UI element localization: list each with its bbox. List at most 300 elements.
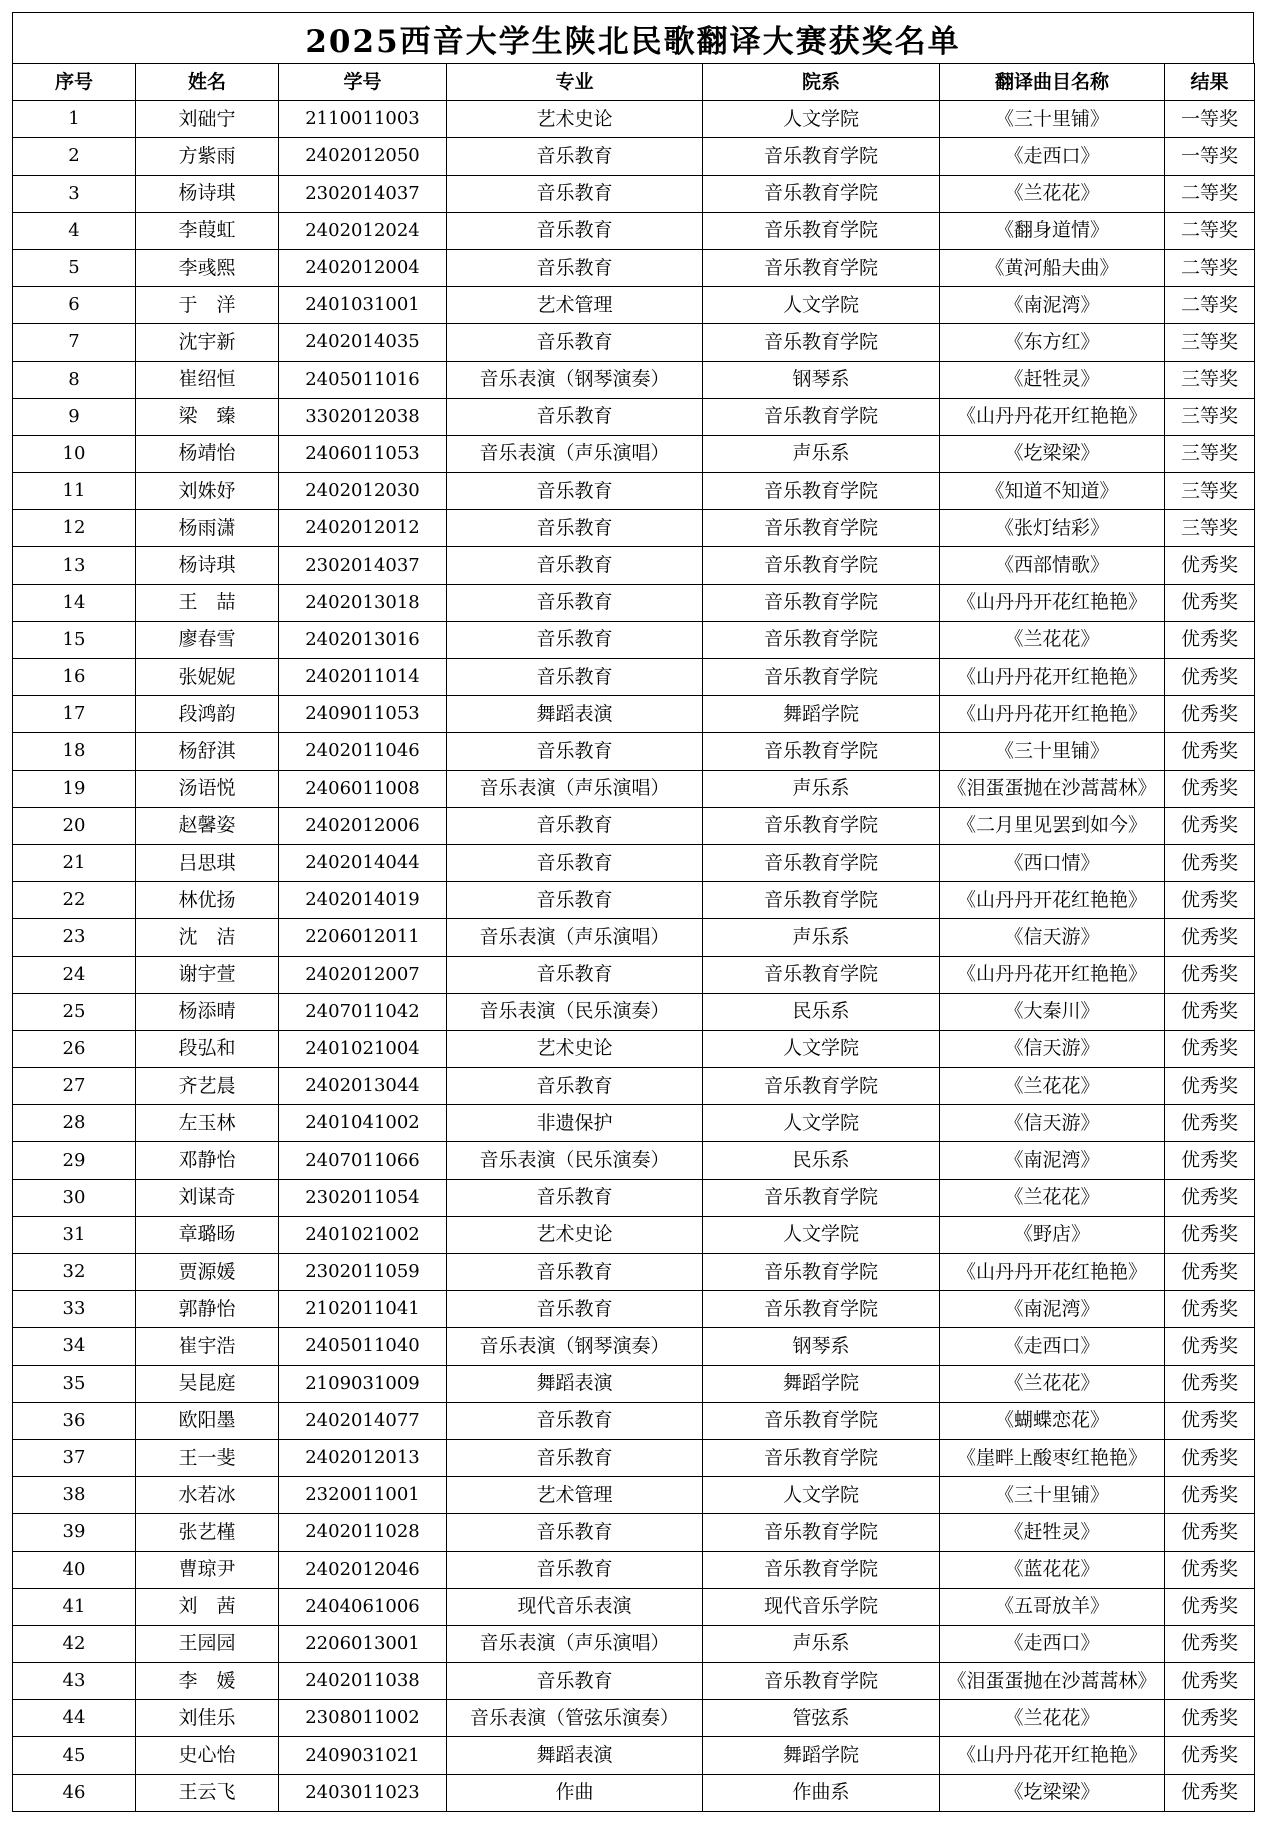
table-row xyxy=(13,101,1255,138)
table-row xyxy=(13,510,1255,547)
cell-student-id: 2405011016 xyxy=(279,361,447,398)
cell-result: 三等奖 xyxy=(1165,510,1255,547)
cell-result: 优秀奖 xyxy=(1165,1030,1255,1067)
cell-major: 艺术史论 xyxy=(447,101,703,138)
cell-song-title: 《崖畔上酸枣红艳艳》 xyxy=(940,1439,1165,1476)
cell-student-id: 2320011001 xyxy=(279,1477,447,1514)
cell-student-id: 2404061006 xyxy=(279,1588,447,1625)
cell-song-title: 《山丹丹花开红艳艳》 xyxy=(940,659,1165,696)
cell-result: 一等奖 xyxy=(1165,101,1255,138)
cell-name: 汤语悦 xyxy=(136,770,279,807)
column-header-song-title: 翻译曲目名称 xyxy=(940,64,1165,101)
table-row xyxy=(13,361,1255,398)
cell-student-id: 2401021004 xyxy=(279,1030,447,1067)
cell-student-id: 2102011041 xyxy=(279,1291,447,1328)
cell-department: 音乐教育学院 xyxy=(703,956,940,993)
table-row xyxy=(13,1105,1255,1142)
cell-index: 3 xyxy=(13,175,136,212)
cell-major: 舞蹈表演 xyxy=(447,1365,703,1402)
cell-student-id: 2402014019 xyxy=(279,882,447,919)
cell-student-id: 2401031001 xyxy=(279,287,447,324)
cell-index: 46 xyxy=(13,1774,136,1811)
cell-index: 29 xyxy=(13,1142,136,1179)
cell-major: 音乐表演（钢琴演奏） xyxy=(447,1328,703,1365)
cell-major: 音乐教育 xyxy=(447,1551,703,1588)
cell-department: 人文学院 xyxy=(703,287,940,324)
cell-index: 32 xyxy=(13,1254,136,1291)
cell-student-id: 2402013044 xyxy=(279,1068,447,1105)
cell-student-id: 2403011023 xyxy=(279,1774,447,1811)
cell-name: 段弘和 xyxy=(136,1030,279,1067)
table-row xyxy=(13,621,1255,658)
cell-department: 音乐教育学院 xyxy=(703,733,940,770)
cell-department: 音乐教育学院 xyxy=(703,882,940,919)
cell-department: 人文学院 xyxy=(703,1216,940,1253)
cell-song-title: 《山丹丹开花红艳艳》 xyxy=(940,882,1165,919)
cell-department: 音乐教育学院 xyxy=(703,249,940,286)
cell-result: 优秀奖 xyxy=(1165,733,1255,770)
cell-song-title: 《知道不知道》 xyxy=(940,473,1165,510)
cell-department: 音乐教育学院 xyxy=(703,844,940,881)
cell-student-id: 2402011028 xyxy=(279,1514,447,1551)
cell-student-id: 2402011046 xyxy=(279,733,447,770)
cell-major: 作曲 xyxy=(447,1774,703,1811)
cell-result: 优秀奖 xyxy=(1165,1179,1255,1216)
cell-index: 18 xyxy=(13,733,136,770)
cell-song-title: 《野店》 xyxy=(940,1216,1165,1253)
cell-result: 优秀奖 xyxy=(1165,1105,1255,1142)
cell-student-id: 2407011042 xyxy=(279,993,447,1030)
cell-department: 音乐教育学院 xyxy=(703,510,940,547)
cell-student-id: 2402013018 xyxy=(279,584,447,621)
cell-department: 音乐教育学院 xyxy=(703,138,940,175)
cell-student-id: 2206013001 xyxy=(279,1625,447,1662)
table-row xyxy=(13,1030,1255,1067)
cell-department: 音乐教育学院 xyxy=(703,1551,940,1588)
cell-song-title: 《信天游》 xyxy=(940,1105,1165,1142)
cell-song-title: 《南泥湾》 xyxy=(940,1291,1165,1328)
cell-major: 音乐表演（民乐演奏） xyxy=(447,993,703,1030)
cell-song-title: 《山丹丹开花红艳艳》 xyxy=(940,584,1165,621)
cell-major: 音乐教育 xyxy=(447,1068,703,1105)
table-row xyxy=(13,770,1255,807)
cell-department: 音乐教育学院 xyxy=(703,1068,940,1105)
cell-name: 邓静怡 xyxy=(136,1142,279,1179)
cell-major: 音乐表演（管弦乐演奏） xyxy=(447,1700,703,1737)
cell-student-id: 2405011040 xyxy=(279,1328,447,1365)
cell-result: 优秀奖 xyxy=(1165,1774,1255,1811)
cell-department: 音乐教育学院 xyxy=(703,473,940,510)
table-row xyxy=(13,1068,1255,1105)
cell-index: 2 xyxy=(13,138,136,175)
cell-major: 音乐教育 xyxy=(447,473,703,510)
table-row xyxy=(13,287,1255,324)
cell-result: 三等奖 xyxy=(1165,398,1255,435)
cell-name: 章璐旸 xyxy=(136,1216,279,1253)
cell-index: 36 xyxy=(13,1402,136,1439)
cell-major: 现代音乐表演 xyxy=(447,1588,703,1625)
cell-song-title: 《兰花花》 xyxy=(940,1365,1165,1402)
cell-song-title: 《五哥放羊》 xyxy=(940,1588,1165,1625)
cell-student-id: 2402012030 xyxy=(279,473,447,510)
cell-major: 音乐教育 xyxy=(447,733,703,770)
cell-major: 音乐教育 xyxy=(447,1663,703,1700)
cell-major: 音乐表演（声乐演唱） xyxy=(447,435,703,472)
cell-student-id: 2406011053 xyxy=(279,435,447,472)
cell-name: 史心怡 xyxy=(136,1737,279,1774)
cell-result: 优秀奖 xyxy=(1165,547,1255,584)
cell-song-title: 《兰花花》 xyxy=(940,1179,1165,1216)
table-row xyxy=(13,1216,1255,1253)
cell-song-title: 《南泥湾》 xyxy=(940,287,1165,324)
table-row xyxy=(13,1328,1255,1365)
cell-song-title: 《兰花花》 xyxy=(940,1700,1165,1737)
cell-song-title: 《信天游》 xyxy=(940,919,1165,956)
cell-name: 崔宇浩 xyxy=(136,1328,279,1365)
cell-result: 优秀奖 xyxy=(1165,807,1255,844)
cell-song-title: 《西口情》 xyxy=(940,844,1165,881)
column-header-name: 姓名 xyxy=(136,64,279,101)
cell-major: 艺术史论 xyxy=(447,1030,703,1067)
cell-major: 音乐教育 xyxy=(447,882,703,919)
cell-department: 声乐系 xyxy=(703,1625,940,1662)
cell-index: 23 xyxy=(13,919,136,956)
cell-index: 41 xyxy=(13,1588,136,1625)
cell-song-title: 《三十里铺》 xyxy=(940,733,1165,770)
cell-song-title: 《黄河船夫曲》 xyxy=(940,249,1165,286)
cell-major: 音乐教育 xyxy=(447,1179,703,1216)
cell-index: 26 xyxy=(13,1030,136,1067)
table-row xyxy=(13,1625,1255,1662)
cell-song-title: 《蓝花花》 xyxy=(940,1551,1165,1588)
cell-name: 郭静怡 xyxy=(136,1291,279,1328)
table-row xyxy=(13,324,1255,361)
table-row xyxy=(13,1291,1255,1328)
cell-song-title: 《泪蛋蛋抛在沙蒿蒿林》 xyxy=(940,770,1165,807)
cell-student-id: 2402012024 xyxy=(279,212,447,249)
cell-student-id: 2402012012 xyxy=(279,510,447,547)
table-row xyxy=(13,1365,1255,1402)
column-header-result: 结果 xyxy=(1165,64,1255,101)
cell-student-id: 2302014037 xyxy=(279,547,447,584)
cell-major: 音乐表演（钢琴演奏） xyxy=(447,361,703,398)
cell-department: 管弦系 xyxy=(703,1700,940,1737)
table-row xyxy=(13,882,1255,919)
cell-name: 林优扬 xyxy=(136,882,279,919)
cell-index: 4 xyxy=(13,212,136,249)
cell-song-title: 《张灯结彩》 xyxy=(940,510,1165,547)
table-row xyxy=(13,473,1255,510)
cell-major: 音乐教育 xyxy=(447,584,703,621)
table-row xyxy=(13,1142,1255,1179)
cell-department: 音乐教育学院 xyxy=(703,1514,940,1551)
cell-result: 三等奖 xyxy=(1165,473,1255,510)
cell-department: 音乐教育学院 xyxy=(703,1663,940,1700)
table-row xyxy=(13,1663,1255,1700)
cell-index: 39 xyxy=(13,1514,136,1551)
cell-result: 优秀奖 xyxy=(1165,1477,1255,1514)
award-table xyxy=(12,63,1255,1812)
table-row xyxy=(13,175,1255,212)
cell-index: 8 xyxy=(13,361,136,398)
cell-song-title: 《信天游》 xyxy=(940,1030,1165,1067)
cell-result: 优秀奖 xyxy=(1165,1700,1255,1737)
cell-major: 音乐教育 xyxy=(447,138,703,175)
cell-name: 杨诗琪 xyxy=(136,547,279,584)
table-row xyxy=(13,1774,1255,1811)
cell-department: 音乐教育学院 xyxy=(703,547,940,584)
cell-result: 优秀奖 xyxy=(1165,1402,1255,1439)
cell-student-id: 2110011003 xyxy=(279,101,447,138)
table-row xyxy=(13,1439,1255,1476)
cell-name: 杨诗琪 xyxy=(136,175,279,212)
cell-result: 优秀奖 xyxy=(1165,1551,1255,1588)
cell-name: 刘谋奇 xyxy=(136,1179,279,1216)
cell-result: 优秀奖 xyxy=(1165,993,1255,1030)
table-body xyxy=(13,101,1255,1812)
cell-name: 王一斐 xyxy=(136,1439,279,1476)
cell-name: 赵馨姿 xyxy=(136,807,279,844)
cell-department: 音乐教育学院 xyxy=(703,584,940,621)
cell-department: 音乐教育学院 xyxy=(703,1439,940,1476)
table-row xyxy=(13,1514,1255,1551)
cell-index: 5 xyxy=(13,249,136,286)
cell-department: 民乐系 xyxy=(703,993,940,1030)
cell-name: 左玉林 xyxy=(136,1105,279,1142)
cell-name: 崔绍恒 xyxy=(136,361,279,398)
cell-index: 20 xyxy=(13,807,136,844)
table-row xyxy=(13,435,1255,472)
cell-index: 9 xyxy=(13,398,136,435)
cell-index: 15 xyxy=(13,621,136,658)
cell-major: 音乐教育 xyxy=(447,1291,703,1328)
cell-major: 音乐教育 xyxy=(447,1439,703,1476)
cell-name: 谢宇萱 xyxy=(136,956,279,993)
cell-song-title: 《兰花花》 xyxy=(940,175,1165,212)
cell-name: 曹琼尹 xyxy=(136,1551,279,1588)
cell-department: 声乐系 xyxy=(703,770,940,807)
cell-result: 二等奖 xyxy=(1165,287,1255,324)
cell-major: 音乐表演（声乐演唱） xyxy=(447,770,703,807)
table-row xyxy=(13,1402,1255,1439)
cell-index: 7 xyxy=(13,324,136,361)
cell-name: 吕思琪 xyxy=(136,844,279,881)
cell-department: 人文学院 xyxy=(703,1030,940,1067)
cell-department: 作曲系 xyxy=(703,1774,940,1811)
cell-major: 音乐教育 xyxy=(447,1514,703,1551)
cell-song-title: 《圪梁梁》 xyxy=(940,1774,1165,1811)
cell-index: 38 xyxy=(13,1477,136,1514)
cell-result: 优秀奖 xyxy=(1165,919,1255,956)
cell-student-id: 2402012050 xyxy=(279,138,447,175)
cell-index: 43 xyxy=(13,1663,136,1700)
document-title: 2025西音大学生陕北民歌翻译大赛获奖名单 xyxy=(305,23,961,60)
cell-major: 音乐教育 xyxy=(447,1402,703,1439)
cell-index: 28 xyxy=(13,1105,136,1142)
cell-index: 1 xyxy=(13,101,136,138)
cell-song-title: 《山丹丹花开红艳艳》 xyxy=(940,398,1165,435)
cell-major: 音乐教育 xyxy=(447,807,703,844)
cell-result: 优秀奖 xyxy=(1165,882,1255,919)
table-row xyxy=(13,138,1255,175)
cell-result: 优秀奖 xyxy=(1165,1588,1255,1625)
cell-department: 音乐教育学院 xyxy=(703,659,940,696)
cell-name: 梁 臻 xyxy=(136,398,279,435)
cell-index: 6 xyxy=(13,287,136,324)
cell-song-title: 《赶牲灵》 xyxy=(940,1514,1165,1551)
cell-name: 杨雨潇 xyxy=(136,510,279,547)
table-row xyxy=(13,659,1255,696)
cell-result: 优秀奖 xyxy=(1165,1291,1255,1328)
cell-student-id: 2302014037 xyxy=(279,175,447,212)
cell-name: 齐艺晨 xyxy=(136,1068,279,1105)
table-row xyxy=(13,249,1255,286)
cell-student-id: 2402012007 xyxy=(279,956,447,993)
cell-result: 优秀奖 xyxy=(1165,844,1255,881)
cell-song-title: 《蝴蝶恋花》 xyxy=(940,1402,1165,1439)
cell-department: 音乐教育学院 xyxy=(703,212,940,249)
award-list-document xyxy=(12,12,1254,1812)
cell-result: 优秀奖 xyxy=(1165,956,1255,993)
table-row xyxy=(13,1588,1255,1625)
cell-student-id: 2402011038 xyxy=(279,1663,447,1700)
cell-major: 舞蹈表演 xyxy=(447,696,703,733)
cell-major: 音乐教育 xyxy=(447,212,703,249)
cell-major: 音乐教育 xyxy=(447,324,703,361)
cell-student-id: 2402011014 xyxy=(279,659,447,696)
cell-index: 40 xyxy=(13,1551,136,1588)
cell-name: 王云飞 xyxy=(136,1774,279,1811)
cell-student-id: 2402012046 xyxy=(279,1551,447,1588)
cell-major: 音乐教育 xyxy=(447,844,703,881)
cell-student-id: 2109031009 xyxy=(279,1365,447,1402)
cell-song-title: 《走西口》 xyxy=(940,1328,1165,1365)
cell-song-title: 《三十里铺》 xyxy=(940,1477,1165,1514)
cell-index: 19 xyxy=(13,770,136,807)
cell-name: 杨靖怡 xyxy=(136,435,279,472)
cell-student-id: 2402014035 xyxy=(279,324,447,361)
table-row xyxy=(13,844,1255,881)
cell-department: 声乐系 xyxy=(703,435,940,472)
cell-song-title: 《翻身道情》 xyxy=(940,212,1165,249)
cell-song-title: 《东方红》 xyxy=(940,324,1165,361)
table-row xyxy=(13,696,1255,733)
cell-result: 优秀奖 xyxy=(1165,1068,1255,1105)
cell-result: 三等奖 xyxy=(1165,324,1255,361)
table-row xyxy=(13,956,1255,993)
cell-song-title: 《南泥湾》 xyxy=(940,1142,1165,1179)
cell-name: 张妮妮 xyxy=(136,659,279,696)
table-row xyxy=(13,1700,1255,1737)
cell-major: 音乐表演（民乐演奏） xyxy=(447,1142,703,1179)
cell-department: 音乐教育学院 xyxy=(703,175,940,212)
table-row xyxy=(13,807,1255,844)
cell-department: 音乐教育学院 xyxy=(703,1179,940,1216)
cell-song-title: 《泪蛋蛋抛在沙蒿蒿林》 xyxy=(940,1663,1165,1700)
cell-result: 优秀奖 xyxy=(1165,584,1255,621)
cell-result: 三等奖 xyxy=(1165,435,1255,472)
cell-student-id: 2402012006 xyxy=(279,807,447,844)
cell-major: 非遗保护 xyxy=(447,1105,703,1142)
cell-student-id: 2402014044 xyxy=(279,844,447,881)
cell-result: 优秀奖 xyxy=(1165,1514,1255,1551)
cell-result: 优秀奖 xyxy=(1165,659,1255,696)
table-row xyxy=(13,919,1255,956)
table-row xyxy=(13,398,1255,435)
column-header-major: 专业 xyxy=(447,64,703,101)
cell-student-id: 2401021002 xyxy=(279,1216,447,1253)
cell-student-id: 2402012013 xyxy=(279,1439,447,1476)
cell-department: 音乐教育学院 xyxy=(703,621,940,658)
cell-name: 王 喆 xyxy=(136,584,279,621)
cell-song-title: 《西部情歌》 xyxy=(940,547,1165,584)
cell-student-id: 2409011053 xyxy=(279,696,447,733)
cell-index: 12 xyxy=(13,510,136,547)
cell-name: 沈宇新 xyxy=(136,324,279,361)
cell-name: 刘佳乐 xyxy=(136,1700,279,1737)
cell-department: 现代音乐学院 xyxy=(703,1588,940,1625)
cell-major: 音乐教育 xyxy=(447,398,703,435)
cell-student-id: 2206012011 xyxy=(279,919,447,956)
table-row xyxy=(13,584,1255,621)
cell-result: 优秀奖 xyxy=(1165,1625,1255,1662)
cell-major: 音乐教育 xyxy=(447,249,703,286)
cell-result: 二等奖 xyxy=(1165,212,1255,249)
cell-song-title: 《兰花花》 xyxy=(940,621,1165,658)
cell-song-title: 《山丹丹花开红艳艳》 xyxy=(940,1737,1165,1774)
cell-result: 优秀奖 xyxy=(1165,621,1255,658)
column-header-department: 院系 xyxy=(703,64,940,101)
cell-department: 音乐教育学院 xyxy=(703,807,940,844)
cell-department: 人文学院 xyxy=(703,1105,940,1142)
cell-name: 刘础宁 xyxy=(136,101,279,138)
cell-name: 李 媛 xyxy=(136,1663,279,1700)
cell-index: 14 xyxy=(13,584,136,621)
cell-name: 廖春雪 xyxy=(136,621,279,658)
cell-song-title: 《山丹丹花开红艳艳》 xyxy=(940,956,1165,993)
cell-result: 优秀奖 xyxy=(1165,1328,1255,1365)
cell-index: 42 xyxy=(13,1625,136,1662)
cell-student-id: 2308011002 xyxy=(279,1700,447,1737)
cell-student-id: 3302012038 xyxy=(279,398,447,435)
cell-student-id: 2302011059 xyxy=(279,1254,447,1291)
cell-department: 声乐系 xyxy=(703,919,940,956)
cell-name: 李葭虹 xyxy=(136,212,279,249)
cell-department: 音乐教育学院 xyxy=(703,1402,940,1439)
cell-major: 音乐教育 xyxy=(447,510,703,547)
cell-index: 11 xyxy=(13,473,136,510)
table-row xyxy=(13,212,1255,249)
cell-song-title: 《山丹丹开花红艳艳》 xyxy=(940,1254,1165,1291)
cell-major: 音乐教育 xyxy=(447,547,703,584)
cell-student-id: 2402013016 xyxy=(279,621,447,658)
cell-major: 音乐教育 xyxy=(447,956,703,993)
cell-department: 音乐教育学院 xyxy=(703,324,940,361)
cell-result: 一等奖 xyxy=(1165,138,1255,175)
cell-result: 优秀奖 xyxy=(1165,1663,1255,1700)
cell-name: 水若冰 xyxy=(136,1477,279,1514)
cell-result: 三等奖 xyxy=(1165,361,1255,398)
cell-index: 22 xyxy=(13,882,136,919)
cell-major: 音乐教育 xyxy=(447,621,703,658)
cell-major: 艺术史论 xyxy=(447,1216,703,1253)
cell-result: 优秀奖 xyxy=(1165,1142,1255,1179)
cell-index: 35 xyxy=(13,1365,136,1402)
cell-index: 45 xyxy=(13,1737,136,1774)
cell-name: 段鸿韵 xyxy=(136,696,279,733)
cell-major: 音乐教育 xyxy=(447,659,703,696)
cell-song-title: 《山丹丹花开红艳艳》 xyxy=(940,696,1165,733)
